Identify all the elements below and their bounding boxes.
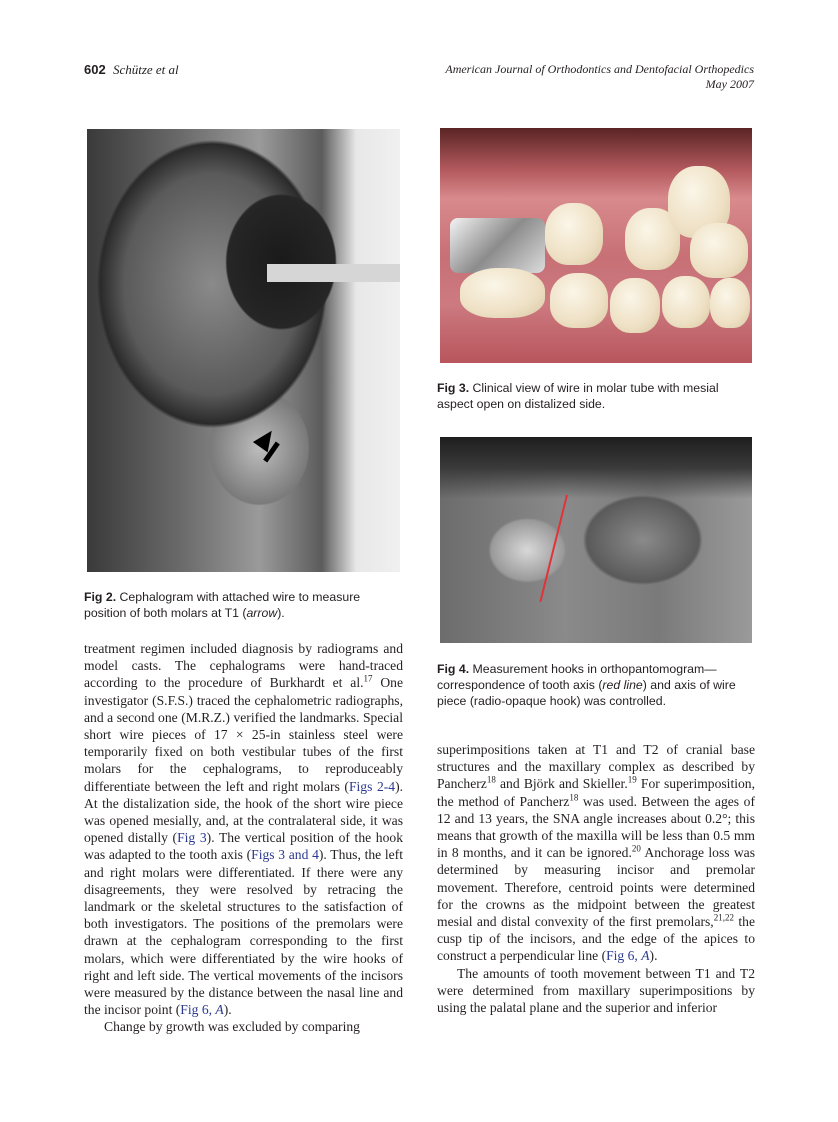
body-text: Change by growth was excluded by comparing [104,1019,360,1035]
running-header-right [445,62,754,92]
caption-text: Cephalogram with attached wire to measure position of both molars at T1 ( [84,590,361,620]
body-text: ). [223,1002,232,1018]
caption-text-end: ) and axis of wire piece (radio-opaque hook) was controlled. [437,678,736,708]
reference-superscript[interactable]: 21,22 [713,912,734,923]
tooth [545,203,603,265]
figure-label: Fig 4. [437,662,470,676]
body-text: ). At the distalization side, the hook of the short wire piece was opened mesially, and, at the contralateral side, it was opened distally ( [84,778,403,846]
figure-4-caption [437,661,755,709]
figure-reference-link[interactable]: A [641,948,650,964]
figure-reference-link[interactable]: Fig 3 [177,830,207,846]
figure-reference-link[interactable]: Fig 6, [606,948,642,964]
figure-reference-link[interactable]: Fig 6, [180,1002,216,1018]
reference-superscript[interactable]: 18 [486,774,496,785]
issue-date: May 2007 [705,77,754,91]
tooth [662,276,710,328]
figure-3-caption [437,380,755,412]
body-text: ). Thus, the left and right molars were differentiated. If there were any disagreements, they were resolved by retracing the landmark or the skeletal structures to the satisfaction of both investigators. The positions of the premolars were drawn at the cephalogram corresponding to the first molars, which were differentiated by the wire hooks of right and left side. The vertical movements of the incisors were measured by the distance between the nasal line and the incisor point ( [84,847,403,1018]
figure-reference-link[interactable]: Figs 2-4 [348,778,396,794]
molar-tube-bracket [450,218,545,273]
figure-3-clinical-photo [440,128,752,363]
caption-text: Measurement hooks in orthopantomogram—correspondence of tooth axis ( [437,662,717,692]
figure-reference-link[interactable]: A [215,1002,224,1018]
paragraph [84,1018,403,1035]
page-number: 602 [84,62,106,77]
paragraph [84,640,403,1018]
caption-text-end: ). [277,606,285,620]
paragraph [437,741,755,965]
body-text: and Björk and Skieller. [495,776,628,792]
reference-superscript[interactable]: 19 [627,774,637,785]
figure-label: Fig 2. [84,590,117,604]
caption-italic: red line [602,678,643,692]
journal-title: American Journal of Orthodontics and Dentofacial Orthopedics [445,62,754,76]
tooth-axis-red-line [539,495,568,602]
authors: Schütze et al [112,62,179,77]
left-text-column [84,640,403,1036]
figure-4-orthopantomogram [440,437,752,643]
body-text: superimpositions taken at T1 and T2 of cranial base structures and the maxillary complex as described by Pancherz [437,742,755,792]
tooth [710,278,750,328]
tooth [690,223,748,278]
body-text: ). [649,948,658,964]
figure-reference-link[interactable]: Figs 3 and 4 [251,847,319,863]
figure-label: Fig 3. [437,381,470,395]
right-text-column [437,741,755,1016]
body-text: The amounts of tooth movement between T1 and T2 were determined from maxillary superimpositions by using the palatal plane and the superior and inferior [437,965,755,1016]
reference-superscript[interactable]: 17 [363,673,373,684]
reference-superscript[interactable]: 18 [569,792,579,803]
body-text: ). The vertical position of the hook was adapted to the tooth axis ( [84,830,403,863]
body-text: the cusp tip of the incisors, and the edge of the apices to construct a perpendicular line ( [437,914,755,964]
reference-superscript[interactable]: 20 [631,843,641,854]
tooth [550,273,608,328]
body-text: For superimposition, the method of Pancherz [437,776,755,809]
running-header-left [84,62,179,78]
body-text: was used. Between the ages of 12 and 13 years, the SNA angle increases about 0.2°; this means that growth of the maxilla will be less than 0.5 mm in 8 months, and it can be ignored. [437,793,755,861]
tooth [610,278,660,333]
caption-text: Clinical view of wire in molar tube with mesial aspect open on distalized side. [437,381,719,411]
body-text: treatment regimen included diagnosis by radiograms and model casts. The cephalograms were hand-traced according to the procedure of Burkhardt et al. [84,641,403,691]
caption-italic: arrow [246,606,278,620]
cephalostat-ruler [267,264,400,282]
body-text: Anchorage loss was determined by measuring incisor and premolar movement. Therefore, centroid points were determined for the crowns as the midpoint between the greatest mesial and distal convexity of the first premolars, [437,845,756,930]
tooth [460,268,545,318]
figure-2-caption [84,589,402,621]
paragraph [437,965,755,1017]
figure-2-cephalogram [87,129,400,572]
body-text: One investigator (S.F.S.) traced the cephalometric radiographs, and a second one (M.R.Z.) verified the landmarks. Special short wire pieces of 17 × 25-in stainless steel were temporarily fixed on both vestibular tubes of the first molars for the cephalograms, to reproduceably differentiate between the left and right molars ( [84,675,403,794]
